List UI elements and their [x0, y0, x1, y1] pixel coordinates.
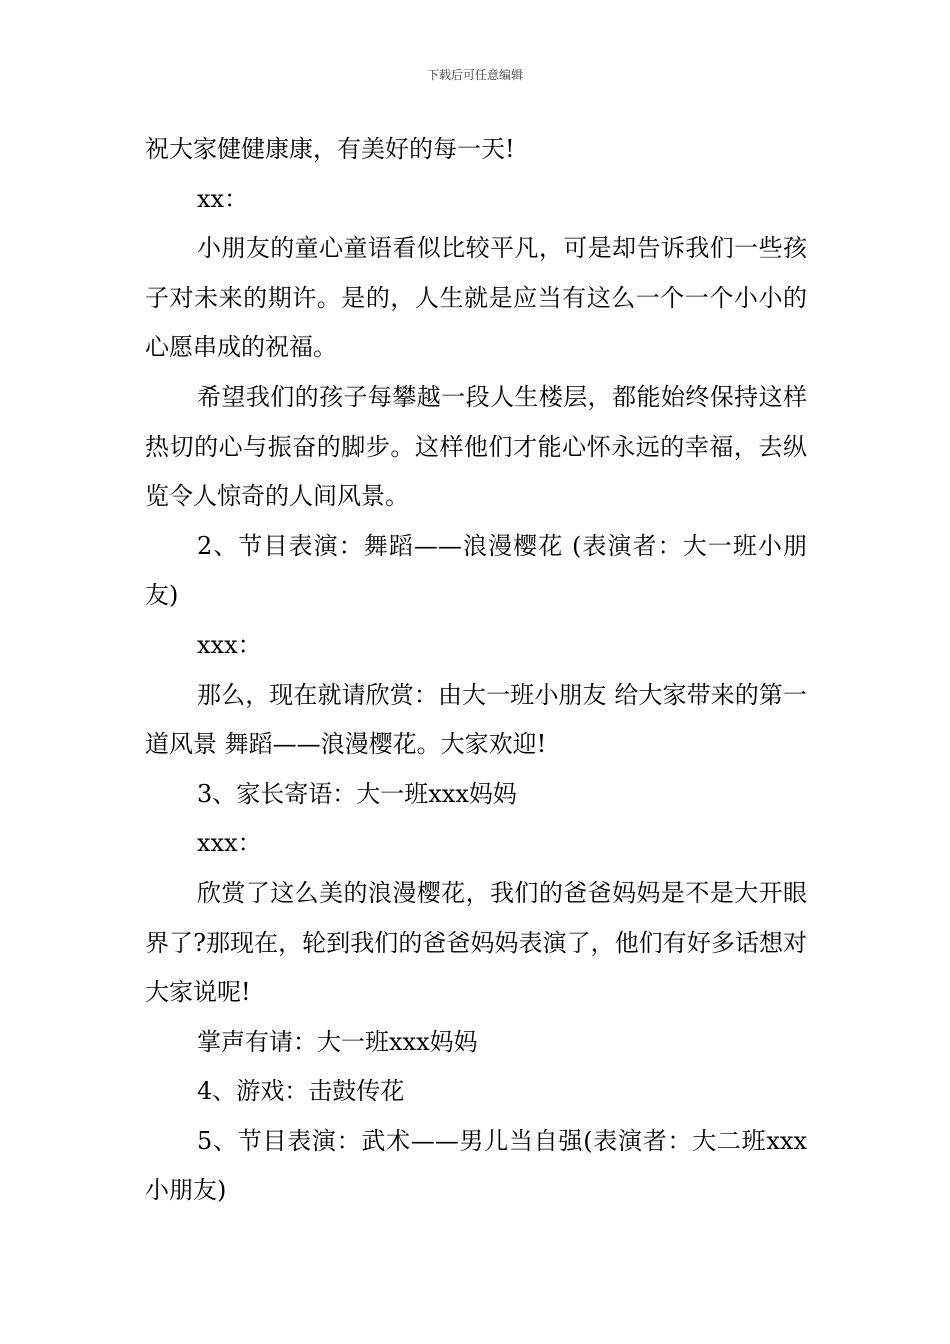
paragraph-parents-intro: 欣赏了这么美的浪漫樱花，我们的爸爸妈妈是不是大开眼界了?那现在，轮到我们的爸爸妈妈表演了，他们有好多话想对大家说呢!	[145, 878, 807, 1007]
paragraph-program-2: 2、节目表演：舞蹈——浪漫樱花 (表演者：大一班小朋友)	[145, 531, 807, 610]
paragraph-applause: 掌声有请：大一班xxx妈妈	[197, 1027, 478, 1056]
paragraph-hope: 希望我们的孩子每攀越一段人生楼层，都能始终保持这样热切的心与振奋的脚步。这样他们才能心怀永远的幸福，去纵览令人惊奇的人间风景。	[145, 382, 807, 511]
paragraph-dance-intro: 那么，现在就请欣赏：由大一班小朋友 给大家带来的第一道风景 舞蹈——浪漫樱花。大家欢迎!	[145, 680, 807, 759]
paragraph-speaker-xxx-1: xxx：	[197, 630, 262, 659]
document-body	[145, 125, 807, 1216]
paragraph-speaker-xx: xx：	[197, 184, 249, 213]
paragraph-program-5: 5、节目表演：武术——男儿当自强(表演者：大二班xxx小朋友)	[145, 1126, 807, 1205]
paragraph-speaker-xxx-2: xxx：	[197, 829, 262, 858]
paragraph-closing-wish: 祝大家健健康康，有美好的每一天!	[145, 135, 515, 163]
page-header: 下载后可任意编辑	[426, 68, 523, 82]
paragraph-program-3: 3、家长寄语：大一班xxx妈妈	[197, 779, 517, 808]
paragraph-program-4: 4、游戏：击鼓传花	[197, 1077, 405, 1106]
paragraph-children-words: 小朋友的童心童语看似比较平凡，可是却告诉我们一些孩子对未来的期许。是的，人生就是应当有这么一个一个小小的心愿串成的祝福。	[145, 234, 807, 362]
